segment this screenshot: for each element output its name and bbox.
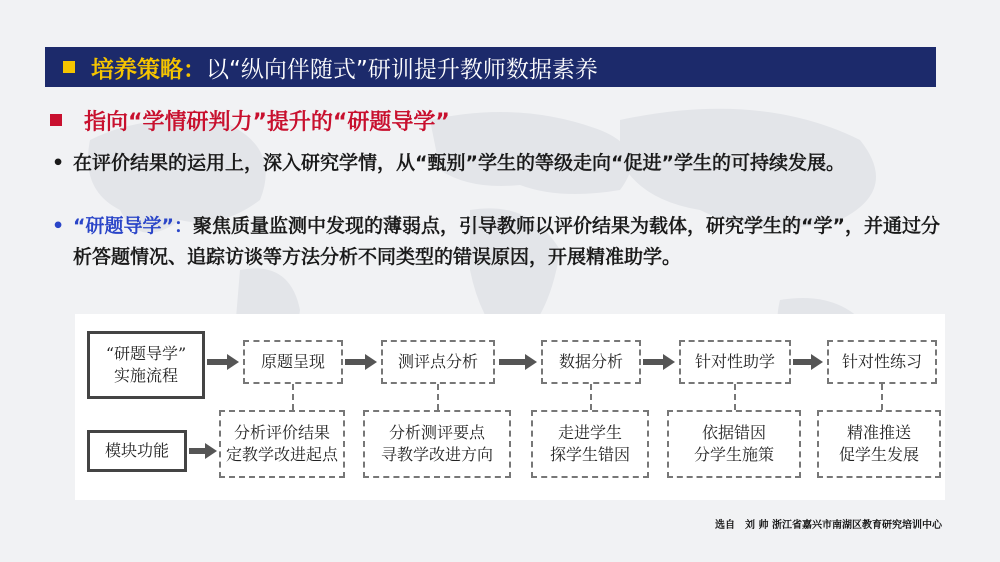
connector-line (881, 384, 885, 410)
function-box: 依据错因 分学生施策 (667, 410, 801, 478)
row-label-function: 模块功能 (87, 430, 187, 472)
connector-line (437, 384, 441, 410)
bullet-text: 聚焦质量监测中发现的薄弱点，引导教师以评价结果为载体，研究学生的“学”，并通过分析答题情况、追踪访谈等方法分析不同类型的错误原因，开展精准助学。 (73, 215, 940, 268)
sub-heading (50, 106, 450, 134)
flow-diagram (75, 314, 945, 500)
function-box: 精准推送 促学生发展 (817, 410, 941, 478)
step-box: 针对性助学 (679, 340, 791, 384)
arrow-right-icon (525, 354, 537, 370)
arrow-shaft (643, 359, 665, 365)
arrow-shaft (793, 359, 813, 365)
arrow-shaft (499, 359, 527, 365)
arrow-shaft (207, 359, 229, 365)
arrow-right-icon (227, 354, 239, 370)
function-box: 分析测评要点 寻教学改进方向 (363, 410, 511, 478)
bullet-dot: • (52, 215, 65, 237)
arrow-right-icon (811, 354, 823, 370)
row-label-process: “研题导学” 实施流程 (87, 331, 205, 399)
arrow-right-icon (365, 354, 377, 370)
bullet-dot: • (52, 152, 65, 174)
step-box: 针对性练习 (827, 340, 937, 384)
connector-line (292, 384, 296, 410)
subheading-text: 指向“学情研判力”提升的“研题导学” (84, 109, 450, 135)
arrow-shaft (345, 359, 367, 365)
bullet-lead: “研题导学”： (73, 215, 193, 237)
source-credit: 选自 刘 帅 浙江省嘉兴市南湖区教育研究培训中心 (715, 520, 942, 531)
bullet-item (52, 148, 952, 179)
function-box: 分析评价结果 定教学改进起点 (219, 410, 345, 478)
arrow-right-icon (205, 443, 217, 459)
step-box: 原题呈现 (243, 340, 343, 384)
bullet-text: 在评价结果的运用上，深入研究学情，从“甄别”学生的等级走向“促进”学生的可持续发展。 (73, 152, 845, 174)
connector-line (590, 384, 594, 410)
step-box: 测评点分析 (381, 340, 495, 384)
arrow-right-icon (663, 354, 675, 370)
bullet-item (52, 211, 952, 273)
step-box: 数据分析 (541, 340, 641, 384)
title-highlight: 培养策略： (91, 56, 206, 83)
subheading-square-bullet (50, 114, 62, 126)
title-bar (45, 47, 936, 87)
function-box: 走进学生 探学生错因 (531, 410, 649, 478)
connector-line (734, 384, 738, 410)
bullet-body (73, 211, 952, 273)
title-square-bullet (63, 61, 75, 73)
title-text: 以“纵向伴随式”研训提升教师数据素养 (206, 56, 598, 83)
